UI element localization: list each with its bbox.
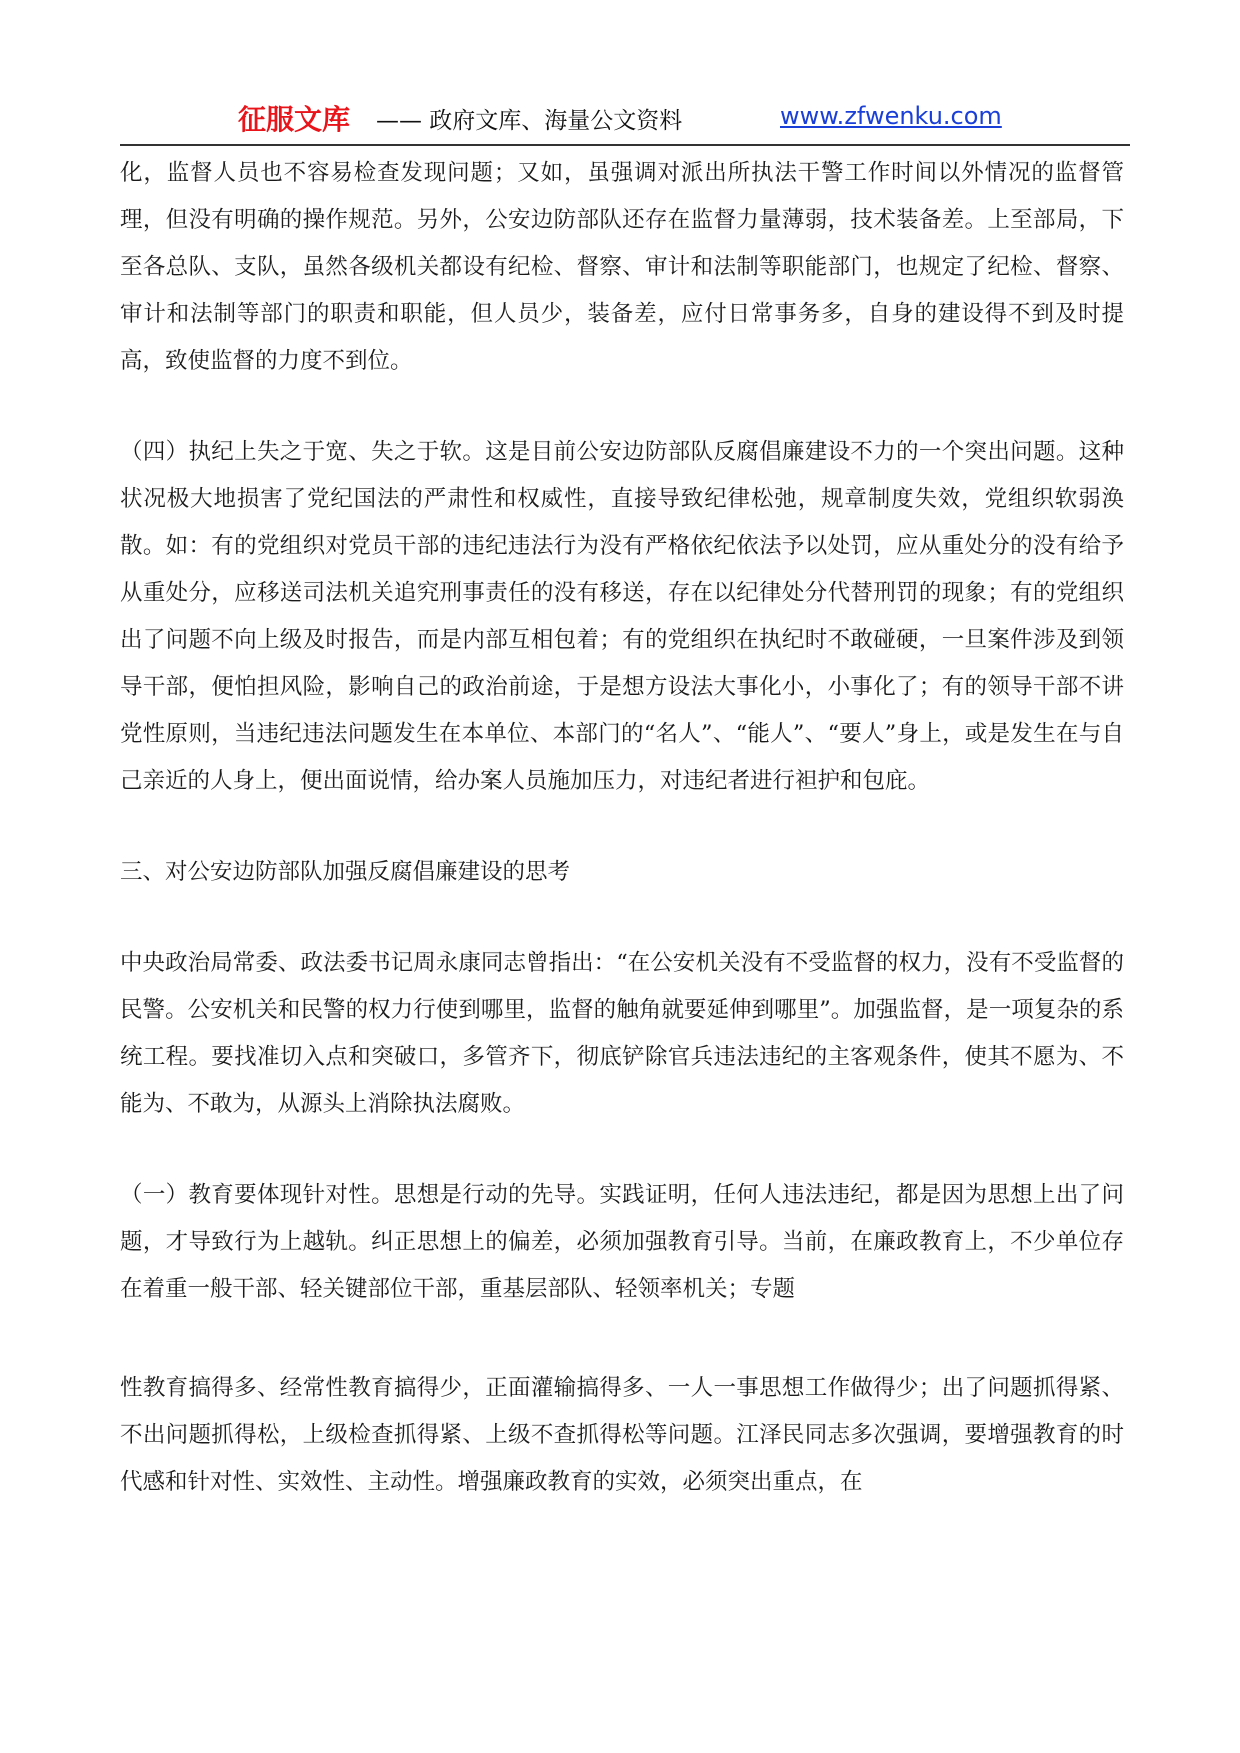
paragraph-discipline-lax: （四）执纪上失之于宽、失之于软。这是目前公安边防部队反腐倡廉建设不力的一个突出问题。这种状况极大地损害了党纪国法的严肃性和权威性，直接导致纪律松弛，规章制度失效，党组织软弱涣散。如：有的党组织对党员干部的违纪违法行为没有严格依纪依法予以处罚，应从重处分的没有给予从重处分，应移送司法机关追究刑事责任的没有移送，存在以纪律处分代替刑罚的现象；有的党组织出了问题不向上级及时报告，而是内部互相包着；有的党组织在执纪时不敢碰硬，一旦案件涉及到领导干部，便怕担风险，影响自己的政治前途，于是想方设法大事化小，小事化了；有的领导干部不讲党性原则，当违纪违法问题发生在本单位、本部门的“名人”、“能人”、“要人”身上，或是发生在与自己亲近的人身上，便出面说情，给办案人员施加压力，对违纪者进行袒护和包庇。 (120, 439, 1124, 794)
paragraph-supervision-weakness: 化，监督人员也不容易检查发现问题；又如，虽强调对派出所执法干警工作时间以外情况的监督管理，但没有明确的操作规范。另外，公安边防部队还存在监督力量薄弱，技术装备差。上至部局，下至各总队、支队，虽然各级机关都设有纪检、督察、审计和法制等职能部门，也规定了纪检、督察、审计和法制等部门的职责和职能，但人员少，装备差，应付日常事务多，自身的建设得不到及时提高，致使监督的力度不到位。 (120, 160, 1124, 374)
site-url-link[interactable]: www.zfwenku.com (780, 102, 1002, 130)
paragraph-education-continued: 性教育搞得多、经常性教育搞得少，正面灌输搞得多、一人一事思想工作做得少；出了问题抓得紧、不出问题抓得松，上级检查抓得紧、上级不查抓得松等问题。江泽民同志多次强调，要增强教育的时代感和针对性、实效性、主动性。增强廉政教育的实效，必须突出重点，在 (120, 1375, 1124, 1495)
paragraph-education-targeted: （一）教育要体现针对性。思想是行动的先导。实践证明，任何人违法违纪，都是因为思想上出了问题，才导致行为上越轨。纠正思想上的偏差，必须加强教育引导。当前，在廉政教育上，不少单位存在着重一般干部、轻关键部位干部，重基层部队、轻领率机关；专题 (120, 1182, 1124, 1302)
page-header (120, 96, 1130, 146)
section-heading-three: 三、对公安边防部队加强反腐倡廉建设的思考 (120, 859, 571, 885)
brand-logo-text: 征服文库 (238, 103, 351, 136)
header-tagline: —— 政府文库、海量公文资料 (376, 108, 683, 134)
document-body (120, 150, 1124, 1506)
paragraph-zhou-quote: 中央政治局常委、政法委书记周永康同志曾指出：“在公安机关没有不受监督的权力，没有不受监督的民警。公安机关和民警的权力行使到哪里，监督的触角就要延伸到哪里”。加强监督，是一项复杂的系统工程。要找准切入点和突破口，多管齐下，彻底铲除官兵违法违纪的主客观条件，使其不愿为、不能为、不敢为，从源头上消除执法腐败。 (120, 950, 1124, 1117)
